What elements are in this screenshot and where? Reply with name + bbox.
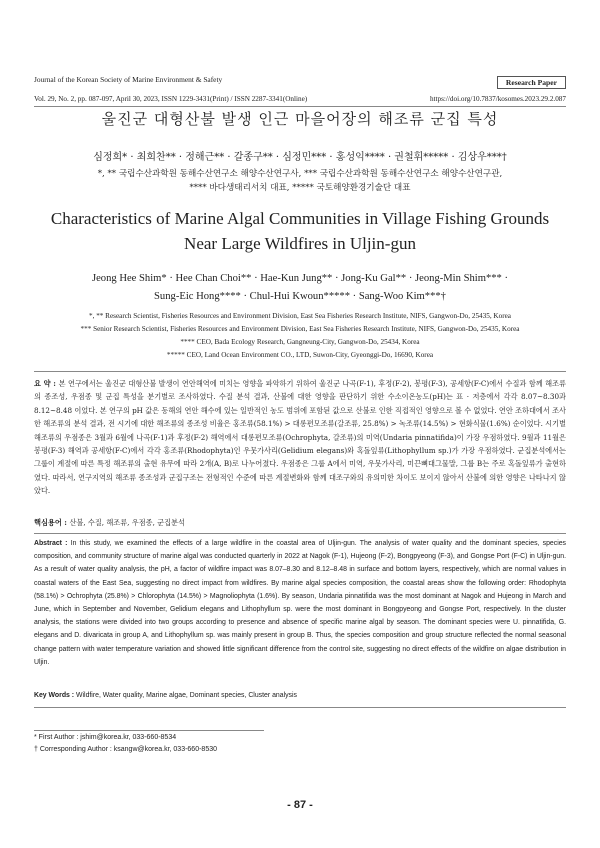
english-authors-line-1: Jeong Hee Shim* · Hee Chan Choi** · Hae-Kun Jung** · Jong-Ku Gal** · Jeong-Min Shim*** · — [91, 273, 509, 284]
korean-affiliation-2: **** 바다생태리서치 대표, ***** 국토해양환경기술단 대표 — [189, 183, 411, 193]
korean-keywords-text: 산불, 수질, 해조류, 우점종, 군집분석 — [69, 518, 185, 527]
korean-abstract-text: 본 연구에서는 울진군 대형산불 발생이 연안해역에 미치는 영향을 파악하기 위하여 울진군 나곡(F-1), 후정(F-2), 봉평(F-3), 공세항(F-C)에서 수질과 함께 해조류의 종조성, 우점종 및 군집 특성을 분기별로 조사하였다. 수질 분석 결과, 산불에 대한 영향을 판단하기 위한 수소이온농도(pH)는 표 · 저층에서 각각 8.07~8.30과 8.12~8.48 이었다. 본 연구의 pH 값은 동해의 연안 해수에 있는 일반적인 농도 범위에 포함된 값으로 산불로 인한 직접적인 영향으로 볼 수 없었다. 연안 조하대에서 조사한 해조류의 분석 결과, 전 시기에 대한 해조류의 종조성 비율은 홍조류(58.1%) > 대롱편모조류(갈조류, 25.8%) > 녹조류(14.5%) > 현화식물(1.6%) 순이었다. 시기별 해조류의 우점종은 3월과 6월에 나곡(F-1)과 후정(F-2) 해역에서 대롱편모조류(Ochrophyta, 갈조류)의 미역(Undaria pinnatifida)이 가장 우점하였다. 9월과 11월은 봉평(F-3) 해역과 공세항(F-C)에서 각각 홍조류(Rhodophyta)인 우뭇가사리(Gelidium elegans)와 혹돌잎류(Lithophyllum sp.)가 가장 우점하였다. 군집분석에서는 그룹이 계절에 따른 특정 해조류의 출현 유무에 따라 2개(A, B)로 나누어졌다. 우점종은 그룹 A에서 미역, 우뭇가사리, 미끈뼈대그물말, 그룹 B는 주로 혹돌잎류가 출현하였다. 따라서, 연구지역의 해조류 종조성과 군집구조는 전형적인 수준에 따른 계절변화와 함께 대조구와의 유의미한 차이도 보이지 않아서 산불에 의한 영향은 나타나지 않았다. — [34, 379, 566, 496]
english-abstract-label: Abstract : — [34, 540, 71, 547]
korean-keywords-label: 핵심용어 : — [34, 518, 70, 527]
abstract-divider — [34, 533, 566, 534]
english-title — [0, 206, 600, 256]
english-keywords — [34, 689, 566, 702]
english-title-line-1: Characteristics of Marine Algal Communities in Village Fishing Grounds — [50, 209, 550, 228]
doi-link[interactable]: https://doi.org/10.7837/kosomes.2023.29.2.087 — [429, 95, 566, 103]
abstract-rule-top — [34, 371, 566, 372]
korean-authors: 심정희* · 최희찬** · 정해근** · 갈종구** · 심정민*** · 홍성익**** · 권철휘***** · 김상우***† — [93, 152, 507, 163]
english-abstract-text: In this study, we examined the effects of a large wildfire in the coastal area of Uljin-gun. The analysis of water quality and the dominant species, species composition, and community structure of marine algal was conducted quarterly in 2022 at Nagok (F-1), Hujeong (F-2), Bongpyeong (F-3), and Gongse Port (F-C) in Uljin-gun. As a result of water quality analysis, the pH, a factor of wildfire impact was 8.07–8.30 and 8.12–8.48 in surface and bottom layers, respectively, which are normal values in coastal waters of the East Sea, suggesting no direct impact from wildfires. By marine algal species composition, the coastal areas show the following order: Rhodophyta (58.1%) > Ochrophyta (25.8%) > Chlorophyta (14.5%) > Magnoliophyta (1.6%). By season, Undaria pinnatifida was the most dominant at Nagok and Hujeong in March and June, which in September and November, Gelidium elegans and Lithophyllum sp. were the most dominant in Bongpyeong and Gongse Port, respectively. In the cluster analysis, the stations were divided into two groups according to presence and absence of specific marine algal by season. The dominant species were U. pinnatifida, G. elegans and D. divaricata in group A, and Lithophyllum sp. was mainly present in group B. Thus, the species composition and group structure reflected the normal seasonal change pattern with water temperature variation and showed little significant difference from the control site, suggesting no direct effects of the wildfire on algae distribution in Uljin. — [34, 540, 567, 666]
english-title-line-2: Near Large Wildfires in Uljin-gun — [184, 234, 416, 253]
korean-keywords — [34, 516, 566, 529]
english-authors — [0, 270, 600, 306]
corresponding-author-footnote: † Corresponding Author : ksangw@korea.kr, 033-660-8530 — [34, 746, 217, 753]
english-keywords-text: Wildfire, Water quality, Marine algae, Dominant species, Cluster analysis — [76, 692, 297, 699]
korean-abstract — [34, 377, 566, 498]
english-affiliation-4: ***** CEO, Land Ocean Environment CO., LTD, Suwon-City, Gyeonggi-Do, 16690, Korea — [166, 351, 434, 359]
korean-abstract-label: 요 약 : — [34, 379, 59, 388]
english-abstract — [34, 537, 566, 669]
korean-title: 울진군 대형산불 발생 인근 마을어장의 해조류 군집 특성 — [101, 110, 499, 128]
korean-affiliation-1: *, ** 국립수산과학원 동해수산연구소 해양수산연구사, *** 국립수산과학원 동해수산연구소 해양수산연구관, — [97, 169, 503, 179]
header-rule — [34, 106, 566, 107]
research-paper-badge: Research Paper — [497, 76, 566, 89]
english-affiliation-1: *, ** Research Scientist, Fisheries Resources and Environment Division, East Sea Fisheries Research Institute, NIFS, Gangwon-Do, 25435, Korea — [89, 312, 511, 320]
english-keywords-label: Key Words : — [34, 692, 76, 699]
volume-info: Vol. 29, No. 2, pp. 087-097, April 30, 2023, ISSN 1229-3431(Print) / ISSN 2287-3341(Online) — [34, 95, 308, 103]
page-number: - 87 - — [287, 799, 313, 811]
english-authors-line-2: Sung-Eic Hong**** · Chul-Hui Kwoun***** · Sang-Woo Kim***† — [154, 291, 446, 302]
journal-name: Journal of the Korean Society of Marine Environment & Safety — [34, 75, 223, 84]
abstract-rule-bottom — [34, 707, 566, 708]
english-affiliation-2: *** Senior Research Scientist, Fisheries Resources and Environment Division, East Sea Fisheries Research Institute, NIFS, Gangwon-Do, 25435, Korea — [80, 325, 520, 333]
footnote-rule — [34, 730, 264, 731]
first-author-footnote: * First Author : jshim@korea.kr, 033-660-8534 — [34, 734, 177, 741]
english-affiliation-3: **** CEO, Bada Ecology Research, Gangneung-City, Gangwon-Do, 25434, Korea — [180, 338, 420, 346]
